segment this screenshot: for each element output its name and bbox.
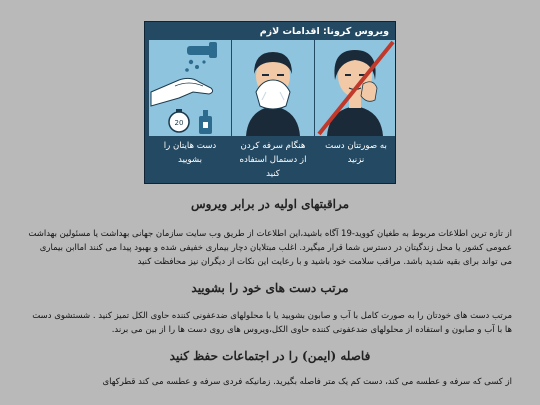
cough-panel — [232, 40, 314, 136]
section-heading-basic-care: مراقبتهای اولیه در برابر ویروس — [190, 197, 350, 211]
no-face-touch-icon — [315, 40, 396, 136]
section-heading-wash-hands: مرتب دست های خود را بشویید — [191, 281, 349, 295]
no-face-touch-panel — [315, 40, 396, 136]
paragraph-basic-care: از تازه ترین اطلاعات مربوط به طغیان کووید-19 آگاه باشید،این اطلاعات از طریق وب سایت سازمان جهانی بهداشت یا مسئولین بهداشت عمومی کشور یا محل زندگیتان در دسترس شما قرار میگیرد. اغلب مبتلایان دچار بیماری خفیفی شده و بهبود پیدا می کنند اماابن بیماری می تواند برای بقیه شدید باشد. مراقب سلامت خود باشید و با رعایت این نکات از دیگران نیز محافظت کنید — [28, 229, 512, 267]
section-heading-distance: فاصله (ایمن) را در اجتماعات حفظ کنید — [169, 349, 371, 363]
wash-hands-caption: دست هایتان را بشویید — [163, 141, 217, 165]
hand-washing-icon — [149, 40, 231, 136]
coronavirus-infographic — [144, 21, 396, 184]
article-content — [28, 193, 512, 389]
paragraph-wash-hands: مرتب دست های خودتان را به صورت کامل با آب و صابون بشویید یا با محلولهای ضدعفونی کننده حاوی الکل تمیز کنید . شستشوی دست ها با آب و صابون و استفاده از محلولهای ضدعفونی کننده حاوی الکل،ویروس های روی دست ها را از بین می برند. — [32, 311, 512, 335]
infographic-title: ویروس کرونا: اقدامات لازم — [259, 26, 389, 37]
wash-hands-panel — [149, 40, 231, 136]
paragraph-distance: از کسی که سرفه و عطسه می کند، دست کم یک متر فاصله بگیرید. زمانیکه فردی سرفه و عطسه می کند قطرکهای — [102, 377, 512, 387]
no-face-touch-caption: به صورتتان دست نزنید — [325, 141, 387, 165]
cough-caption: هنگام سرفه کردن از دستمال استفاده کنید — [239, 141, 307, 179]
coughing-person-icon — [232, 40, 314, 136]
timer-label: 20 — [174, 119, 184, 127]
